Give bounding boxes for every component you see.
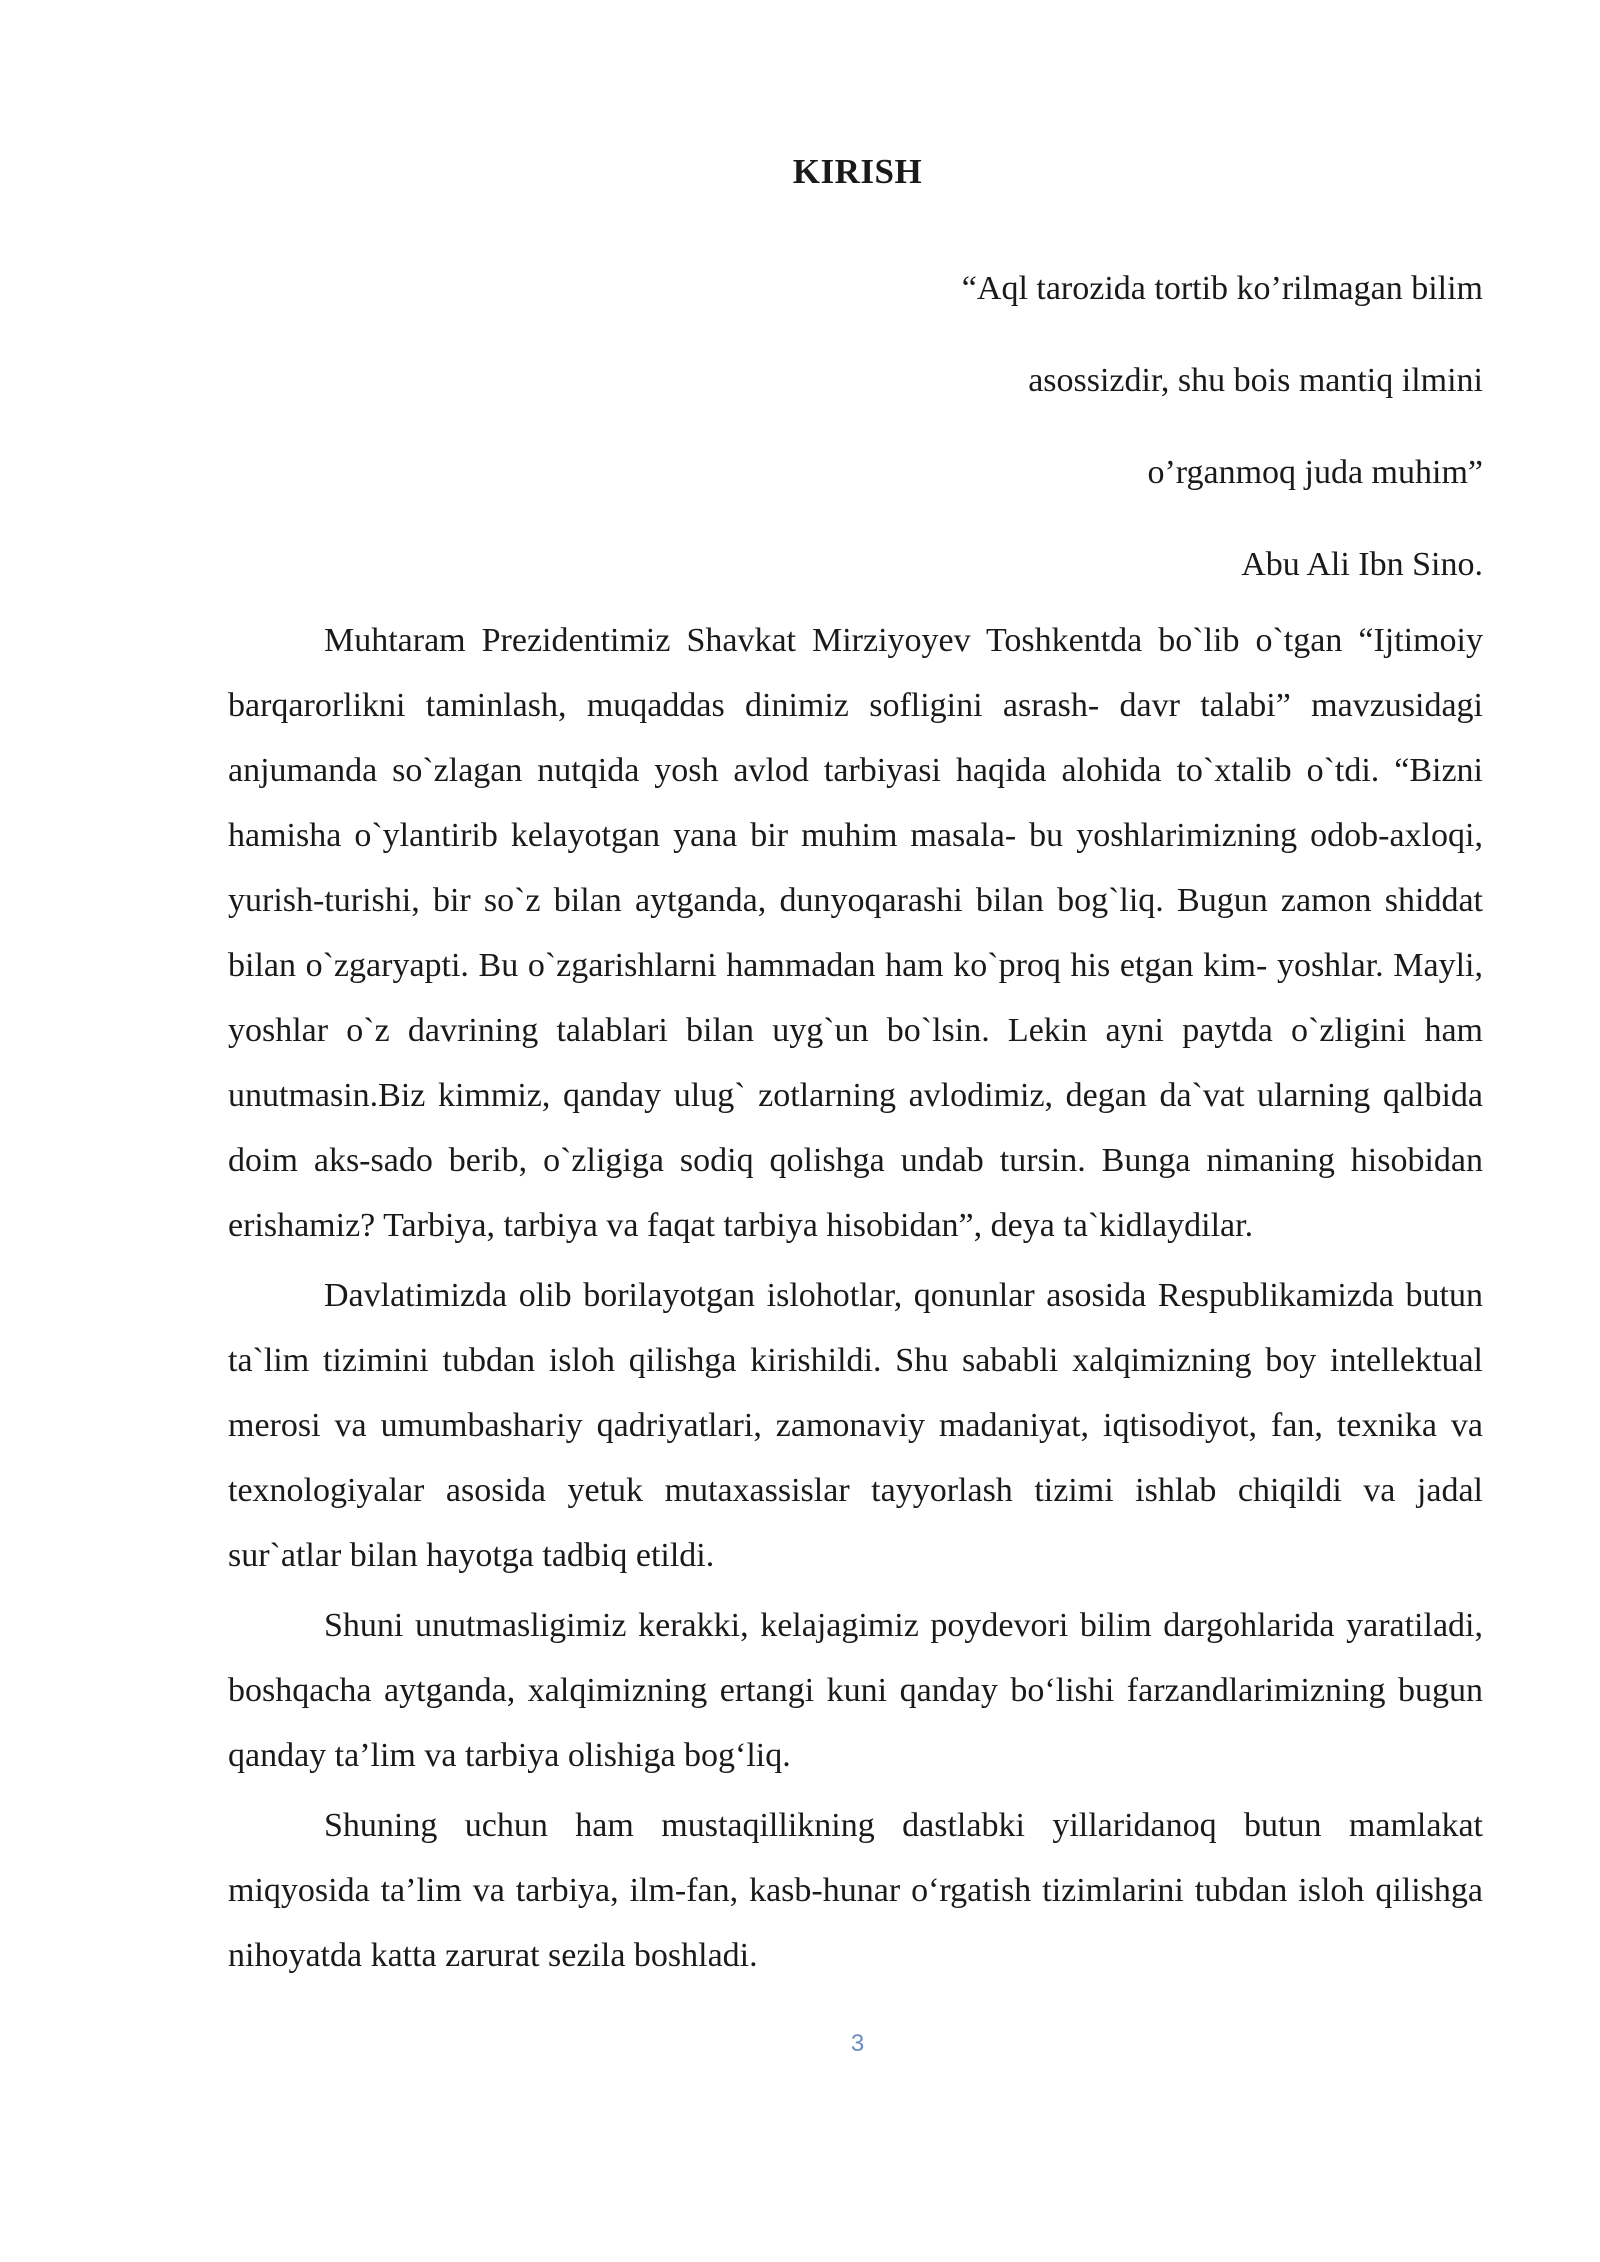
paragraph: Davlatimizda olib borilayotgan islohotlar, qonunlar asosida Respublikamizda butun ta`lim tizimini tubdan isloh qilishga kirishildi. Shu sababli xalqimizning boy intellektual merosi va umumbashariy qadriyatlari, zamonaviy madaniyat, iqtisodiyot, fan, texnika va texnologiyalar asosida yetuk mutaxassislar tayyorlash tizimi ishlab chiqildi va jadal sur`atlar bilan hayotga tadbiq etildi. — [228, 1277, 1483, 1574]
epigraph-line: asossizdir, shu bois mantiq ilmini — [1028, 362, 1483, 399]
page-number: 3 — [850, 2030, 865, 2057]
epigraph-author: Abu Ali Ibn Sino. — [1241, 546, 1483, 583]
epigraph-line: “Aql tarozida tortib ko’rilmagan bilim — [961, 270, 1483, 307]
epigraph-line: o’rganmoq juda muhim” — [1147, 454, 1483, 491]
paragraph: Shuning uchun ham mustaqillikning dastlabki yillaridanoq butun mamlakat miqyosida ta’lim va tarbiya, ilm-fan, kasb-hunar o‘rgatish tizimlarini tubdan isloh qilishga nihoyatda katta zarurat sezila boshladi. — [228, 1807, 1483, 1974]
page-title: KIRISH — [792, 152, 923, 191]
body-text — [228, 608, 1483, 1993]
paragraph: Shuni unutmasligimiz kerakki, kelajagimiz poydevori bilim dargohlarida yaratiladi, boshqacha aytganda, xalqimizning ertangi kuni qanday bo‘lishi farzandlarimizning bugun qanday ta’lim va tarbiya olishiga bog‘liq. — [228, 1607, 1483, 1774]
paragraph: Muhtaram Prezidentimiz Shavkat Mirziyoyev Toshkentda bo`lib o`tgan “Ijtimoiy barqarorlikni taminlash, muqaddas dinimiz sofligini asrash- davr talabi” mavzusidagi anjumanda so`zlagan nutqida yosh avlod tarbiyasi haqida alohida to`xtalib o`tdi. “Bizni hamisha o`ylantirib kelayotgan yana bir muhim masala- bu yoshlarimizning odob-axloqi, yurish-turishi, bir so`z bilan aytganda, dunyoqarashi bilan bog`liq. Bugun zamon shiddat bilan o`zgaryapti. Bu o`zgarishlarni hammadan ham ko`proq his etgan kim- yoshlar. Mayli, yoshlar o`z davrining talablari bilan uyg`un bo`lsin. Lekin ayni paytda o`zligini ham unutmasin.Biz kimmiz, qanday ulug` zotlarning avlodimiz, degan da`vat ularning qalbida doim aks-sado berib, o`zligiga sodiq qolishga undab tursin. Bunga nimaning hisobidan erishamiz? Tarbiya, tarbiya va faqat tarbiya hisobidan”, deya ta`kidlaydilar. — [228, 622, 1483, 1244]
epigraph — [962, 243, 1483, 611]
